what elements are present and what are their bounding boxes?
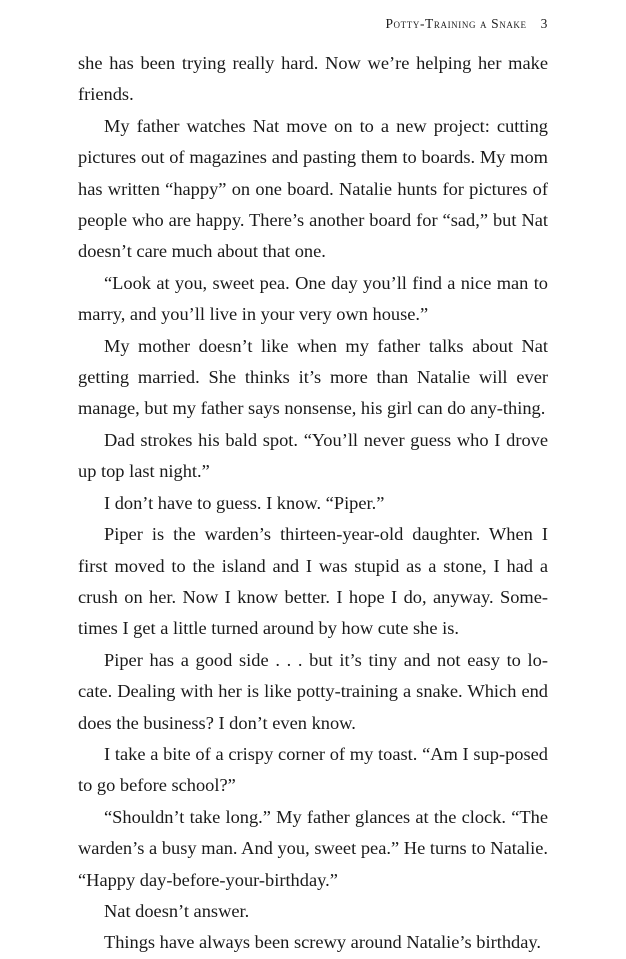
paragraph: she has been trying really hard. Now we’re helping her make friends. bbox=[78, 53, 548, 105]
paragraph: Things have always been screwy around Natalie’s birthday. bbox=[104, 932, 541, 953]
running-head-title: Potty-Training a Snake bbox=[385, 16, 527, 31]
paragraph: Piper has a good side . . . but it’s tiny and not easy to lo-cate. Dealing with her is like potty-training a snake. Which end does the business? I don’t even know. bbox=[78, 649, 548, 733]
page-number: 3 bbox=[540, 16, 548, 31]
paragraph: I don’t have to guess. I know. “Piper.” bbox=[104, 492, 385, 513]
paragraph: Dad strokes his bald spot. “You’ll never guess who I drove up top last night.” bbox=[78, 429, 548, 482]
paragraph: “Look at you, sweet pea. One day you’ll find a nice man to marry, and you’ll live in your very own house.” bbox=[78, 272, 548, 325]
paragraph: My father watches Nat move on to a new project: cutting pictures out of magazines and pasting them to boards. My mom has written “happy” on one board. Natalie hunts for pictures of people who are happy. There’s another board for “sad,” but Nat doesn’t care much about that one. bbox=[78, 115, 548, 262]
page-body-text bbox=[78, 48, 548, 959]
paragraph: I take a bite of a crispy corner of my toast. “Am I sup-posed to go before school?” bbox=[78, 743, 548, 796]
paragraph: Piper is the warden’s thirteen-year-old daughter. When I first moved to the island and I was stupid as a stone, I had a crush on her. Now I know better. I hope I do, anyway. Some-times I get a little turned around by how cute she is. bbox=[78, 524, 548, 639]
paragraph: Nat doesn’t answer. bbox=[104, 900, 250, 921]
paragraph: My mother doesn’t like when my father talks about Nat getting married. She thinks it’s more than Natalie will ever manage, but my father says nonsense, his girl can do any-thing. bbox=[78, 335, 548, 419]
paragraph: “Shouldn’t take long.” My father glances at the clock. “The warden’s a busy man. And you, sweet pea.” He turns to Natalie. “Happy day-before-your-birthday.” bbox=[78, 806, 548, 890]
running-head bbox=[0, 16, 626, 32]
